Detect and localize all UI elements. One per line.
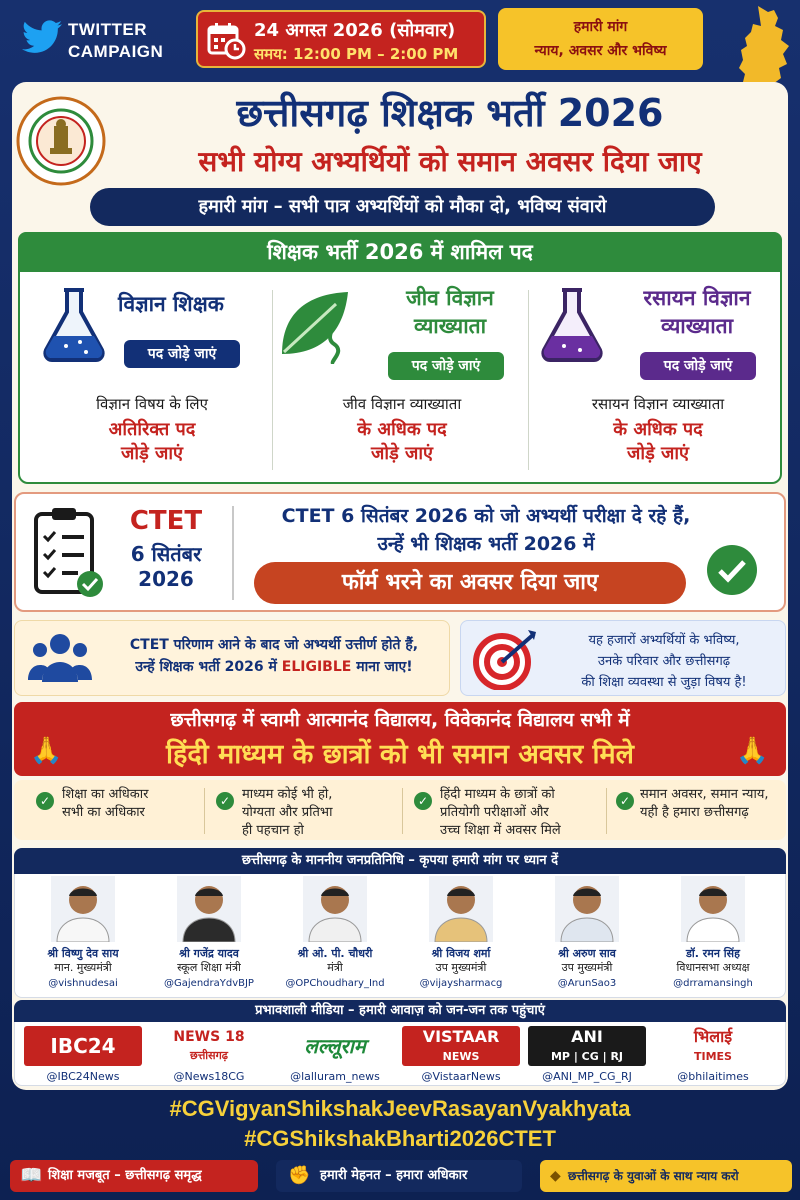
leader-role: उप मुख्यमंत्री [561,961,613,974]
check-icon: ✓ [36,792,54,810]
principle-item [242,786,402,838]
state-map-icon: ◆ [550,1168,561,1184]
media-handle[interactable]: @News18CG [173,1070,245,1083]
flask-icon [532,284,612,364]
post-chemistry-lecturer [532,278,784,478]
principle-line-1: शिक्षा का अधिकार [62,787,149,802]
post-science-teacher [26,278,278,478]
leader-handle[interactable]: @ArunSao3 [557,978,617,989]
raised-fist-icon: ✊ [288,1165,311,1186]
ctet-label: CTET [129,506,203,536]
post-sub: रसायन विज्ञान व्याख्याता [591,395,725,413]
ctet-date-line-1: 6 सितंबर [130,542,202,566]
media-logo-subtext: TIMES [694,1050,732,1063]
principle-divider [204,788,205,834]
ctet-date-block [116,506,216,591]
leader-name: श्री विजय शर्मा [431,947,491,960]
media-logo-text: VISTAAR [422,1027,500,1046]
twitter-campaign-badge [22,14,182,70]
folded-hands-icon: 🙏 [30,736,63,766]
leader-role: उप मुख्यमंत्री [435,961,487,974]
post-name-line-2: व्याख्याता [660,314,734,338]
media-logo-text: NEWS 18 [173,1029,245,1045]
leader-handle[interactable]: @vijaysharmacg [419,978,503,989]
post-demand-line-1: के अधिक पद [357,419,447,440]
schools-line-2: हिंदी माध्यम के छात्रों को भी समान अवसर मिले [166,739,634,770]
event-date: 24 अगस्त 2026 (सोमवार) [254,20,456,41]
book-icon: 📖 [20,1165,43,1186]
eligibility-line-2c: माना जाए! [351,659,413,675]
top-bar [0,0,800,80]
ctet-date-line-2: 2026 [138,567,194,591]
media-logo-text: ANI [571,1027,603,1046]
media-logo [24,1026,142,1066]
media-logo-subtext: MP | CG | RJ [550,1050,624,1063]
principle-line-1: समान अवसर, समान न्याय, [640,787,769,802]
demand-text: न्याय, अवसर और भविष्य [534,43,667,59]
leader-name: श्री गजेंद्र यादव [179,947,239,960]
leader-card [398,876,524,996]
eligibility-text [100,634,448,678]
post-demand-line-2: जोड़े जाएं [627,443,689,464]
target-arrow-icon [472,626,542,690]
post-demand [26,418,278,466]
leader-role: विधानसभा अध्यक्ष [676,961,750,974]
leader-portrait [303,876,367,942]
post-sub: विज्ञान विषय के लिए [96,395,208,413]
hashtag-1[interactable]: #CGVigyanShikshakJeevRasayanVyakhyata [169,1096,631,1121]
post-name [390,284,510,340]
future-line-1: यह हजारों अभ्यर्थियों के भविष्य, [588,633,740,648]
media-logo-subtext: छत्तीसगढ़ [190,1049,228,1062]
principle-line-1: हिंदी माध्यम के छात्रों को [440,787,555,802]
leaders-title: छत्तीसगढ़ के माननीय जनप्रतिनिधि – कृपया हमारी मांग पर ध्यान दें [14,848,786,874]
footer-slogan-3-text: छत्तीसगढ़ के युवाओं के साथ न्याय करो [568,1169,739,1183]
post-tag: पद जोड़े जाएं [640,352,756,380]
calendar-clock-icon [206,20,246,60]
check-icon: ✓ [616,792,634,810]
post-demand-line-2: जोड़े जाएं [121,443,183,464]
flask-icon [34,284,114,364]
leader-card [524,876,650,996]
eligibility-line-1: CTET परिणाम आने के बाद जो अभ्यर्थी उत्तीर्ण होते हैं, [129,637,419,653]
demand-title: हमारी मांग [573,19,628,35]
leader-role: स्कूल शिक्षा मंत्री [177,961,241,974]
post-demand [276,418,528,466]
footer-slogan-1 [10,1160,258,1192]
leader-card [272,876,398,996]
leader-role: मंत्री [327,961,343,974]
footer-slogan-3 [540,1160,792,1192]
footer-slogan-2-text: हमारी मेहनत – हमारा अधिकार [320,1168,468,1183]
principle-line-3: उच्च शिक्षा में अवसर मिले [440,823,561,838]
leader-portrait [429,876,493,942]
campaign-line-1: TWITTER [68,20,148,39]
leader-card [146,876,272,996]
check-icon: ✓ [216,792,234,810]
post-demand-line-1: अतिरिक्त पद [108,419,196,440]
leader-name: श्री ओ. पी. चौधरी [297,947,373,960]
principle-divider [606,788,607,834]
column-divider [272,290,273,470]
media-logo-subtext: NEWS [442,1050,480,1063]
media-logo [654,1026,772,1066]
post-sub: जीव विज्ञान व्याख्याता [342,395,462,413]
post-name-line-1: जीव विज्ञान [406,286,494,310]
post-tag: पद जोड़े जाएं [388,352,504,380]
media-logo [528,1026,646,1066]
post-biology-lecturer [276,278,528,478]
hashtag-2[interactable]: #CGShikshakBharti2026CTET [244,1126,556,1151]
ctet-line-2: उन्हें भी शिक्षक भर्ती 2026 में [377,533,595,555]
leader-handle[interactable]: @OPChoudhary_Ind [285,978,385,989]
media-handle[interactable]: @IBC24News [46,1070,120,1083]
event-time: समय: 12:00 PM – 2:00 PM [254,45,459,63]
footer-slogan-2 [276,1160,522,1192]
leader-portrait [555,876,619,942]
principle-line-2: सभी का अधिकार [62,805,145,820]
leader-portrait [681,876,745,942]
post-name-line-1: रसायन विज्ञान [643,286,751,310]
campaign-line-2: CAMPAIGN [68,42,164,61]
media-handle[interactable]: @bhilaitimes [677,1070,749,1083]
post-demand-line-2: जोड़े जाएं [371,443,433,464]
future-line-3: की शिक्षा व्यवस्था से जुड़ा विषय है! [581,675,747,690]
leader-portrait [51,876,115,942]
ctet-cta-banner: फॉर्म भरने का अवसर दिया जाए [254,562,686,604]
page-subtitle: सभी योग्य अभ्यर्थियों को समान अवसर दिया जाए [198,145,702,178]
principle-line-2: प्रतियोगी परीक्षाओं और [440,805,549,820]
leader-handle[interactable]: @vishnudesai [48,978,118,989]
media-logo-text: लल्लूराम [304,1034,366,1058]
ctet-divider [232,506,234,600]
post-demand-line-1: के अधिक पद [613,419,703,440]
leader-card [650,876,776,996]
twitter-bird-icon [22,20,62,54]
footer-slogan-1-text: शिक्षा मजबूत – छत्तीसगढ़ समृद्ध [48,1168,202,1183]
media-logo-text: IBC24 [50,1034,116,1058]
folded-hands-icon: 🙏 [736,736,769,766]
posts-title: शिक्षक भर्ती 2026 में शामिल पद [18,232,782,272]
check-icon: ✓ [414,792,432,810]
leader-name: डॉ. रमन सिंह [686,947,740,960]
media-logo [276,1026,394,1066]
principle-line-2: यही है हमारा छत्तीसगढ़ [640,805,749,820]
demand-pill: हमारी मांग – सभी पात्र अभ्यर्थियों को मौका दो, भविष्य संवारो [90,188,715,226]
media-logo-text: भिलाई [693,1027,733,1046]
post-name-line-2: व्याख्याता [413,314,487,338]
post-demand [532,418,784,466]
schools-line-1: छत्तीसगढ़ में स्वामी आत्मानंद विद्यालय, विवेकानंद विद्यालय सभी में [170,709,630,731]
group-people-icon [28,630,92,686]
media-handle[interactable]: @ANI_MP_CG_RJ [542,1070,632,1083]
principle-item [62,786,192,834]
leader-name: श्री अरुण साव [558,947,616,960]
principle-item [440,786,610,838]
leader-role: मान. मुख्यमंत्री [54,961,112,974]
event-date-box [196,10,486,68]
post-name [614,284,780,340]
eligible-keyword: ELIGIBLE [281,659,352,675]
leader-name: श्री विष्णु देव साय [47,947,119,960]
media-handle[interactable]: @lalluram_news [290,1070,380,1083]
ctet-line-1: CTET 6 सितंबर 2026 को जो अभ्यर्थी परीक्षा दे रहे हैं, [281,505,691,527]
column-divider [528,290,529,470]
page-title: छत्तीसगढ़ शिक्षक भर्ती 2026 [236,91,664,135]
leader-handle[interactable]: @drramansingh [673,978,753,989]
principle-divider [402,788,403,834]
principle-line-1: माध्यम कोई भी हो, [242,787,333,802]
check-circle-icon [706,544,758,596]
eligibility-line-2a: उन्हें शिक्षक भर्ती 2026 में [135,659,282,675]
media-logo [150,1026,268,1066]
media-logo [402,1026,520,1066]
principle-line-2: योग्यता और प्रतिभा [242,805,333,820]
future-line-2: उनके परिवार और छत्तीसगढ़ [597,654,731,669]
principle-item [640,786,788,834]
leader-portrait [177,876,241,942]
demand-badge [498,8,703,70]
future-text [548,630,780,693]
leaf-dna-icon [276,284,356,364]
media-handle[interactable]: @VistaarNews [421,1070,501,1083]
leader-card [20,876,146,996]
leader-handle[interactable]: @GajendraYdvBJP [164,978,254,989]
principle-line-3: ही पहचान हो [242,823,304,838]
clipboard-check-icon [30,504,106,600]
post-name: विज्ञान शिक्षक [118,292,224,316]
government-seal-logo [16,96,106,186]
media-title: प्रभावशाली मीडिया – हमारी आवाज़ को जन-जन तक पहुंचाएं [14,1000,786,1022]
post-tag: पद जोड़े जाएं [124,340,240,368]
